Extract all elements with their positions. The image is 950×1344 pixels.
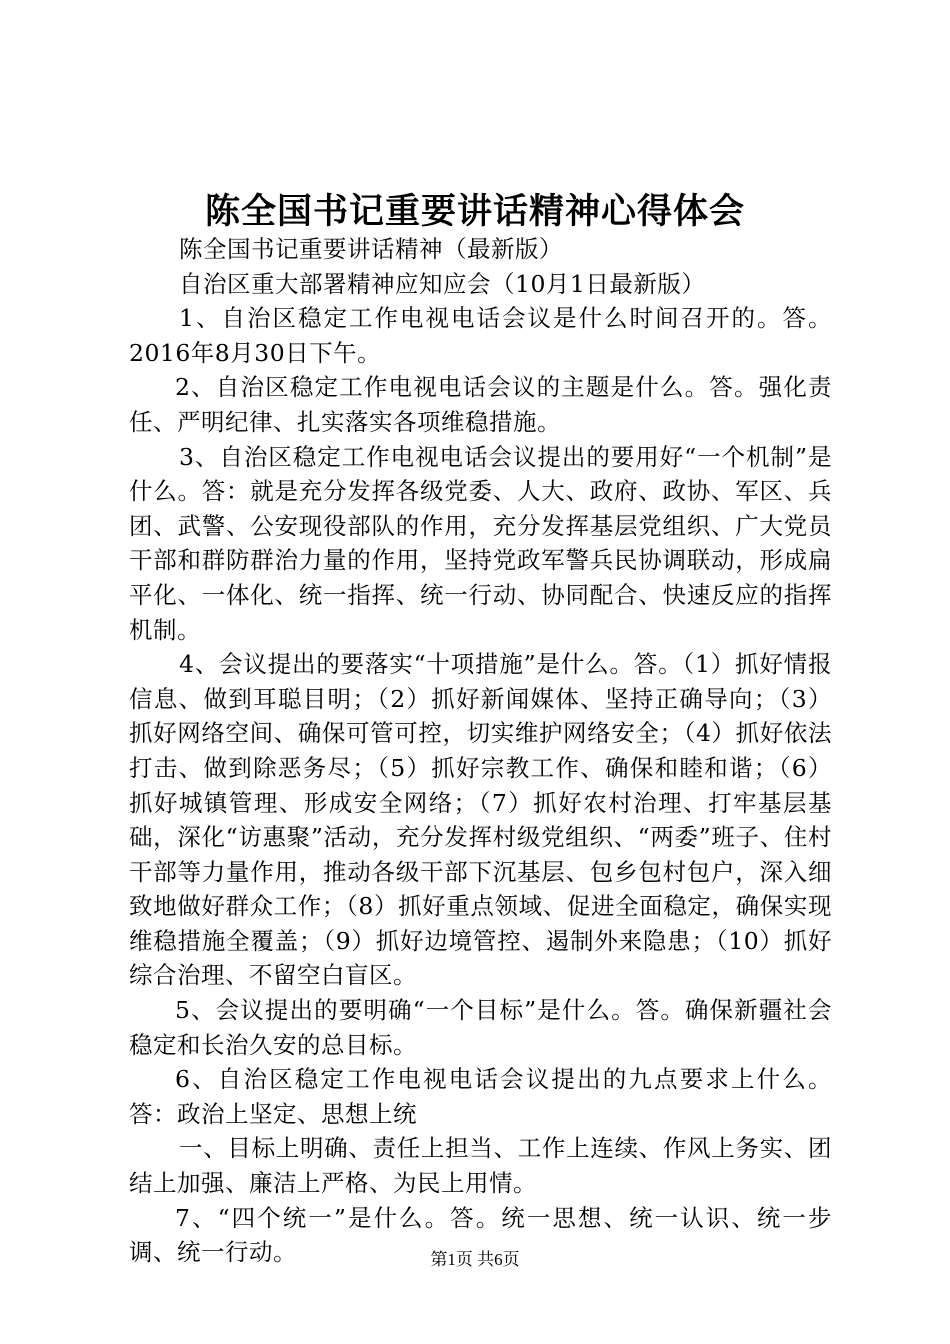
paragraph: 7、“四个统一”是什么。答。统一思想、统一认识、统一步调、统一行动。 [129,1203,832,1267]
page-footer: 第1页 共6页 [430,1250,520,1269]
paragraph: 2、自治区稳定工作电视电话会议的主题是什么。答。强化责任、严明纪律、扎实落实各项维稳措施。 [129,373,832,436]
document-body [129,232,832,1270]
paragraph: 3、自治区稳定工作电视电话会议提出的要用好“一个机制”是什么。答：就是充分发挥各级党委、人大、政府、政协、军区、兵团、武警、公安现役部队的作用，充分发挥基层党组织、广大党员干部和群防群治力量的作用，坚持党政军警兵民协调联动，形成扁平化、一体化、统一指挥、统一行动、协同配合、快速反应的指挥机制。 [129,442,832,644]
paragraph: 1、自治区稳定工作电视电话会议是什么时间召开的。答。2016年8月30日下午。 [129,304,832,367]
paragraph: 一、目标上明确、责任上担当、工作上连续、作风上务实、团结上加强、廉洁上严格、为民上用情。 [129,1134,832,1198]
paragraph: 4、会议提出的要落实“十项措施”是什么。答。（1）抓好情报信息、做到耳聪目明；（2）抓好新闻媒体、坚持正确导向；（3）抓好网络空间、确保可管可控，切实维护网络安全；（4）抓好依法打击、做到除恶务尽；（5）抓好宗教工作、确保和睦和谐；（6）抓好城镇管理、形成安全网络；（7）抓好农村治理、打牢基层基础，深化“访惠聚”活动，充分发挥村级党组织、“两委”班子、住村干部等力量作用，推动各级干部下沉基层、包乡包村包户，深入细致地做好群众工作；（8）抓好重点领域、促进全面稳定，确保实现维稳措施全覆盖；（9）抓好边境管控、遏制外来隐患；（10）抓好综合治理、不留空白盲区。 [129,650,832,990]
document-title: 陈全国书记重要讲话精神心得体会 [204,191,745,232]
paragraph: 6、自治区稳定工作电视电话会议提出的九点要求上什么。答：政治上坚定、思想上统 [129,1065,832,1128]
paragraph: 陈全国书记重要讲话精神（最新版） [179,235,563,263]
paragraph: 5、会议提出的要明确“一个目标”是什么。答。确保新疆社会稳定和长治久安的总目标。 [129,996,832,1059]
paragraph: 自治区重大部署精神应知应会（10月1日最新版） [179,269,706,298]
